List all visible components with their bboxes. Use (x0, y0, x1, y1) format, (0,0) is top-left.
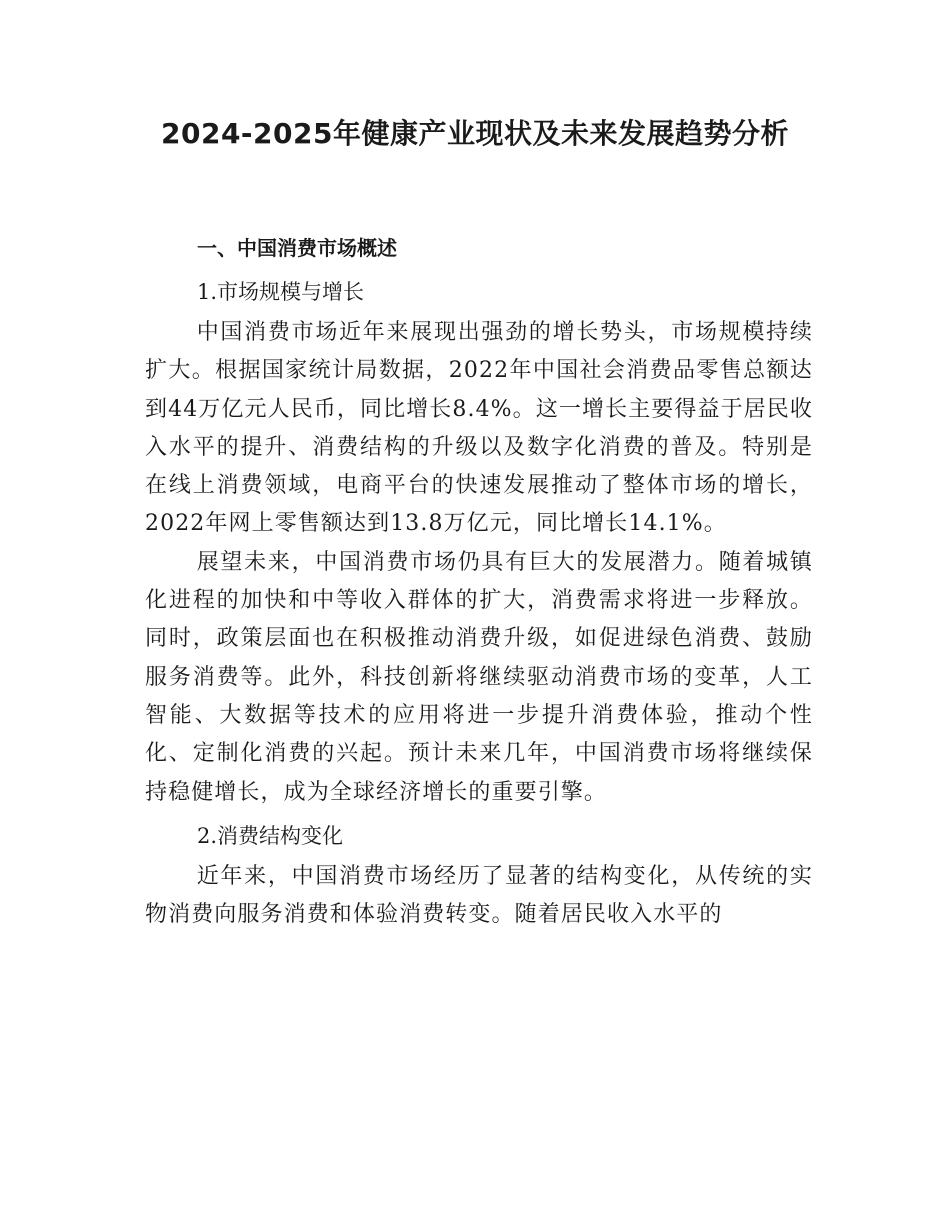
paragraph-consumption-structure: 近年来，中国消费市场经历了显著的结构变化，从传统的实物消费向服务消费和体验消费转变。随着居民收入水平的 (145, 863, 813, 928)
document-body (145, 226, 813, 934)
paragraph-market-outlook: 展望未来，中国消费市场仍具有巨大的发展潜力。随着城镇化进程的加快和中等收入群体的扩大，消费需求将进一步释放。同时，政策层面也在积极推动消费升级，如促进绿色消费、鼓励服务消费等。此外，科技创新将继续驱动消费市场的变革，人工智能、大数据等技术的应用将进一步提升消费体验，推动个性化、定制化消费的兴起。预计未来几年，中国消费市场将继续保持稳健增长，成为全球经济增长的重要引擎。 (145, 549, 813, 805)
document-title: 2024-2025年健康产业现状及未来发展趋势分析 (161, 117, 789, 150)
paragraph-market-size: 中国消费市场近年来展现出强劲的增长势头，市场规模持续扩大。根据国家统计局数据，2022年中国社会消费品零售总额达到44万亿元人民币，同比增长8.4%。这一增长主要得益于居民收入水平的提升、消费结构的升级以及数字化消费的普及。特别是在线上消费领域，电商平台的快速发展推动了整体市场的增长，2022年网上零售额达到13.8万亿元，同比增长14.1%。 (145, 320, 813, 537)
section-heading-consumer-market-overview: 一、中国消费市场概述 (197, 236, 397, 260)
subsection-heading-consumption-structure: 2.消费结构变化 (197, 823, 344, 848)
subsection-heading-market-size: 1.市场规模与增长 (197, 280, 365, 304)
